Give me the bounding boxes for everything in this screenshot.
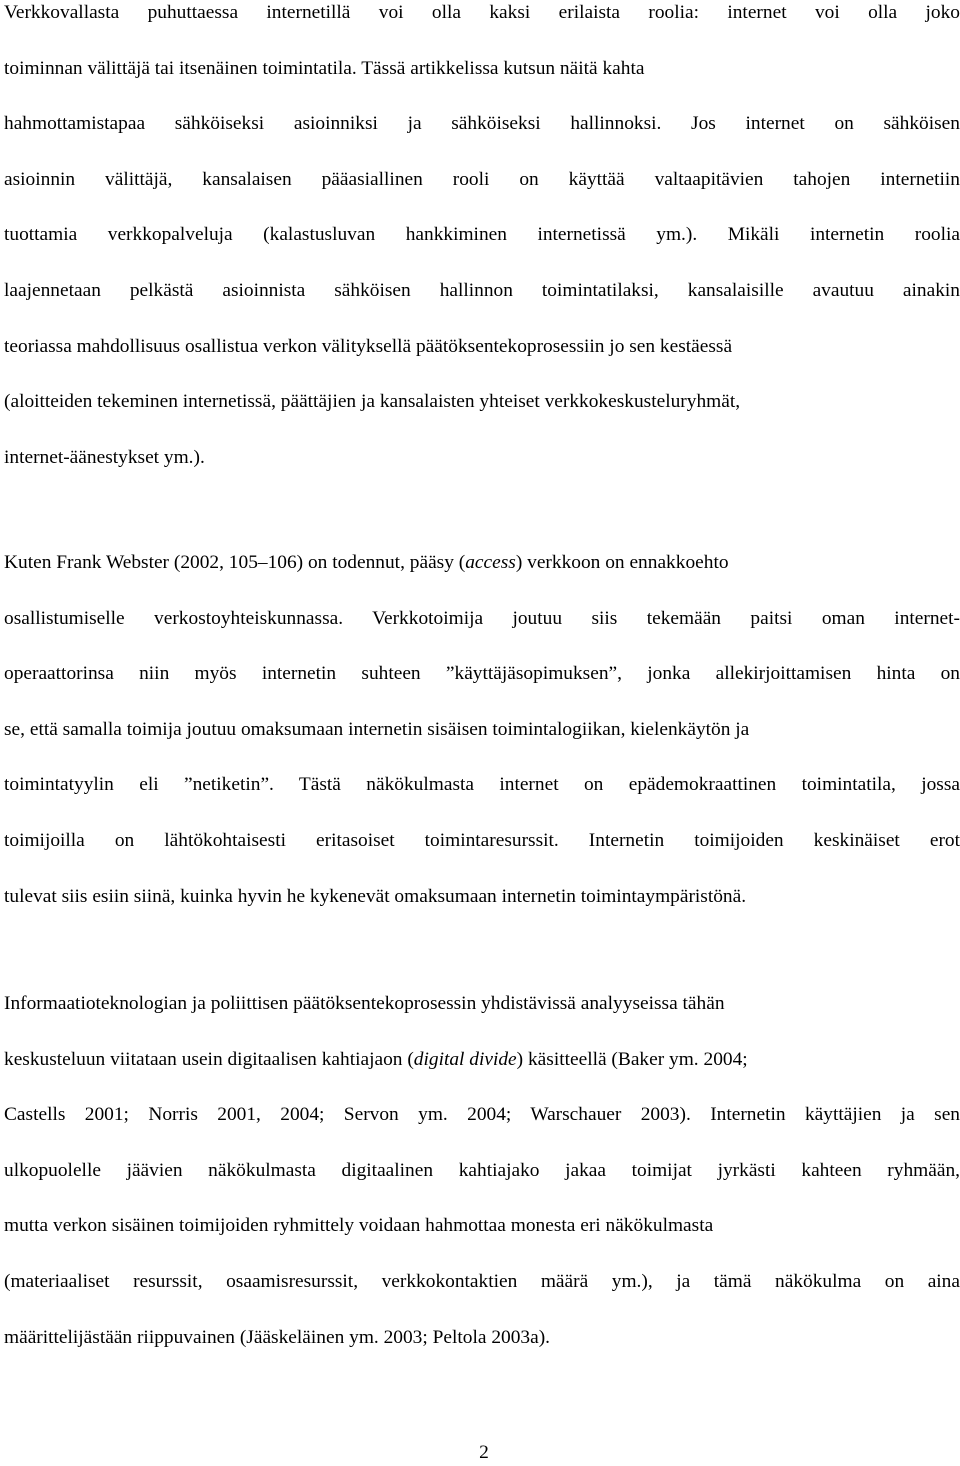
text-line: (aloitteiden tekeminen internetissä, päättäjien ja kansalaisten yhteiset verkkokeskusteluryhmät, bbox=[4, 391, 741, 413]
italic-term-digital-divide: digital divide bbox=[413, 1048, 517, 1070]
text-line: Verkkovallasta puhuttaessa internetillä voi olla kaksi erilaista roolia: internet voi olla joko bbox=[4, 2, 960, 23]
paragraph-1 bbox=[4, 0, 960, 500]
text-line: internet-äänestykset ym.). bbox=[4, 446, 205, 468]
text-line: määrittelijästään riippuvainen (Jääskeläinen ym. 2003; Peltola 2003a). bbox=[4, 1326, 551, 1348]
text-line: tuottamia verkkopalveluja (kalastusluvan hankkiminen internetissä ym.). Mikäli internetin roolia bbox=[4, 224, 960, 246]
text-line: Informaatioteknologian ja poliittisen päätöksentekoprosessin yhdistävissä analyyseissa tähän bbox=[4, 993, 725, 1014]
text-line: operaattorinsa niin myös internetin suhteen ”käyttäjäsopimuksen”, jonka allekirjoittamisen hinta on bbox=[4, 663, 960, 685]
text-line: ulkopuolelle jäävien näkökulmasta digitaalinen kahtiajako jakaa toimijat jyrkästi kahteen ryhmään, bbox=[4, 1159, 960, 1181]
text-line: mutta verkon sisäinen toimijoiden ryhmittely voidaan hahmottaa monesta eri näkökulmasta bbox=[4, 1215, 714, 1237]
text-line: tulevat siis esiin siinä, kuinka hyvin he kykenevät omaksumaan internetin toimintaympäristönä. bbox=[4, 885, 747, 907]
text-segment: ) käsitteellä (Baker ym. 2004; bbox=[516, 1048, 748, 1070]
text-line: asioinnin välittäjä, kansalaisen pääasiallinen rooli on käyttää valtaapitävien tahojen internetiin bbox=[4, 168, 960, 190]
text-segment: ) verkkoon on ennakkoehto bbox=[515, 552, 729, 573]
text-line: Castells 2001; Norris 2001, 2004; Servon ym. 2004; Warschauer 2003). Internetin käyttäjien ja sen bbox=[4, 1104, 960, 1126]
text-line bbox=[4, 1047, 960, 1103]
text-line: toimintatyylin eli ”netiketin”. Tästä näkökulmasta internet on epädemokraattinen toimintatila, jossa bbox=[4, 774, 960, 796]
text-line: (materiaaliset resurssit, osaamisresurssit, verkkokontaktien määrä ym.), ja tämä näkökulma on aina bbox=[4, 1270, 960, 1292]
text-segment: Kuten Frank Webster (2002, 105–106) on todennut, pääsy ( bbox=[4, 552, 466, 573]
text-line: toimijoilla on lähtökohtaisesti eritasoiset toimintaresurssit. Internetin toimijoiden keskinäiset erot bbox=[4, 829, 960, 851]
text-line: hahmottamistapaa sähköiseksi asioinniksi ja sähköiseksi hallinnoksi. Jos internet on sähköisen bbox=[4, 113, 960, 135]
text-line: osallistumiselle verkostoyhteiskunnassa. Verkkotoimija joutuu siis tekemään paitsi oman internet- bbox=[4, 607, 960, 629]
paragraph-2 bbox=[4, 550, 960, 939]
text-line bbox=[4, 550, 960, 606]
text-segment: keskusteluun viitataan usein digitaalisen kahtiajaon ( bbox=[4, 1048, 414, 1070]
paragraph-3 bbox=[4, 991, 960, 1380]
page-number: 2 bbox=[479, 1442, 489, 1463]
italic-term-access: access bbox=[465, 552, 516, 573]
text-line: teoriassa mahdollisuus osallistua verkon välityksellä päätöksentekoprosessiin jo sen kestäessä bbox=[4, 335, 733, 357]
text-line: toiminnan välittäjä tai itsenäinen toimintatila. Tässä artikkelissa kutsun näitä kahta bbox=[4, 57, 645, 79]
text-line: laajennetaan pelkästä asioinnista sähköisen hallinnon toimintatilaksi, kansalaisille avautuu ainakin bbox=[4, 279, 960, 301]
text-line: se, että samalla toimija joutuu omaksumaan internetin sisäisen toimintalogiikan, kielenkäytön ja bbox=[4, 718, 750, 740]
